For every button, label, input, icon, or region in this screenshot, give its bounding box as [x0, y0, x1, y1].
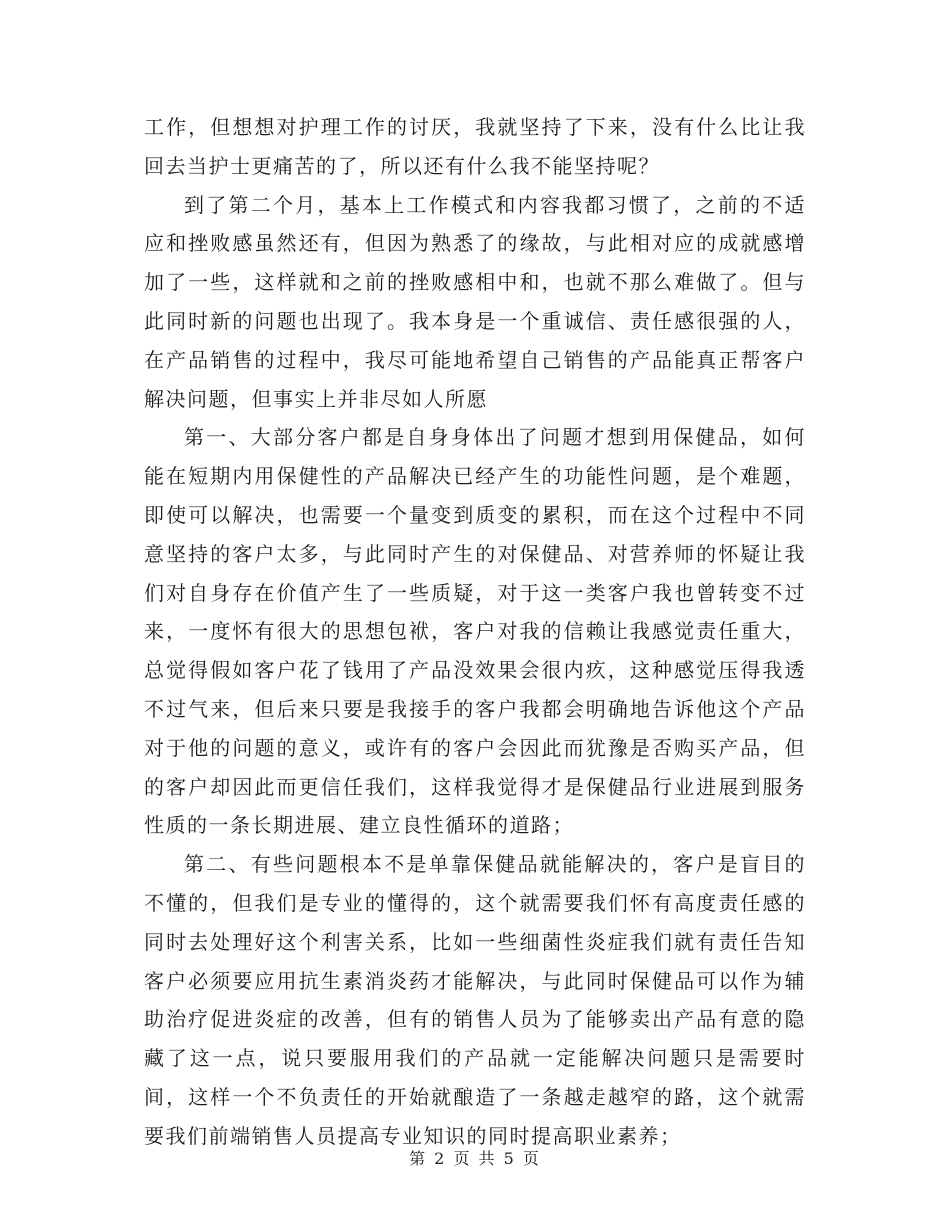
paragraph-second-month: 到了第二个月，基本上工作模式和内容我都习惯了，之前的不适应和挫败感虽然还有，但因为熟悉了的缘故，与此相对应的成就感增加了一些，这样就和之前的挫败感相中和，也就不那么难做了。但与此同时新的问题也出现了。我本身是一个重诚信、责任感很强的人，在产品销售的过程中，我尽可能地希望自己销售的产品能真正帮客户解决问题，但事实上并非尽如人所愿 [144, 192, 806, 411]
page-number-footer: 第 2 页 共 5 页 [409, 1149, 541, 1168]
document-page [144, 108, 806, 1156]
paragraph-point-two: 第二、有些问题根本不是单靠保健品就能解决的，客户是盲目的不懂的，但我们是专业的懂得的，这个就需要我们怀有高度责任感的同时去处理好这个利害关系，比如一些细菌性炎症我们就有责任告知客户必须要应用抗生素消炎药才能解决，与此同时保健品可以作为辅助治疗促进炎症的改善，但有的销售人员为了能够卖出产品有意的隐藏了这一点，说只要服用我们的产品就一定能解决问题只是需要时间，这样一个不负责任的开始就酿造了一条越走越窄的路，这个就需要我们前端销售人员提高专业知识的同时提高职业素养； [144, 852, 806, 1148]
paragraph-point-one: 第一、大部分客户都是自身身体出了问题才想到用保健品，如何能在短期内用保健性的产品解决已经产生的功能性问题，是个难题，即使可以解决，也需要一个量变到质变的累积，而在这个过程中不同意坚持的客户太多，与此同时产生的对保健品、对营养师的怀疑让我们对自身存在价值产生了一些质疑，对于这一类客户我也曾转变不过来，一度怀有很大的思想包袱，客户对我的信赖让我感觉责任重大，总觉得假如客户花了钱用了产品没效果会很内疚，这种感觉压得我透不过气来，但后来只要是我接手的客户我都会明确地告诉他这个产品对于他的问题的意义，或许有的客户会因此而犹豫是否购买产品，但的客户却因此而更信任我们，这样我觉得才是保健品行业进展到服务性质的一条长期进展、建立良性循环的道路； [144, 425, 806, 838]
paragraph-continuation: 工作，但想想对护理工作的讨厌，我就坚持了下来，没有什么比让我回去当护士更痛苦的了，所以还有什么我不能坚持呢？ [144, 115, 806, 178]
